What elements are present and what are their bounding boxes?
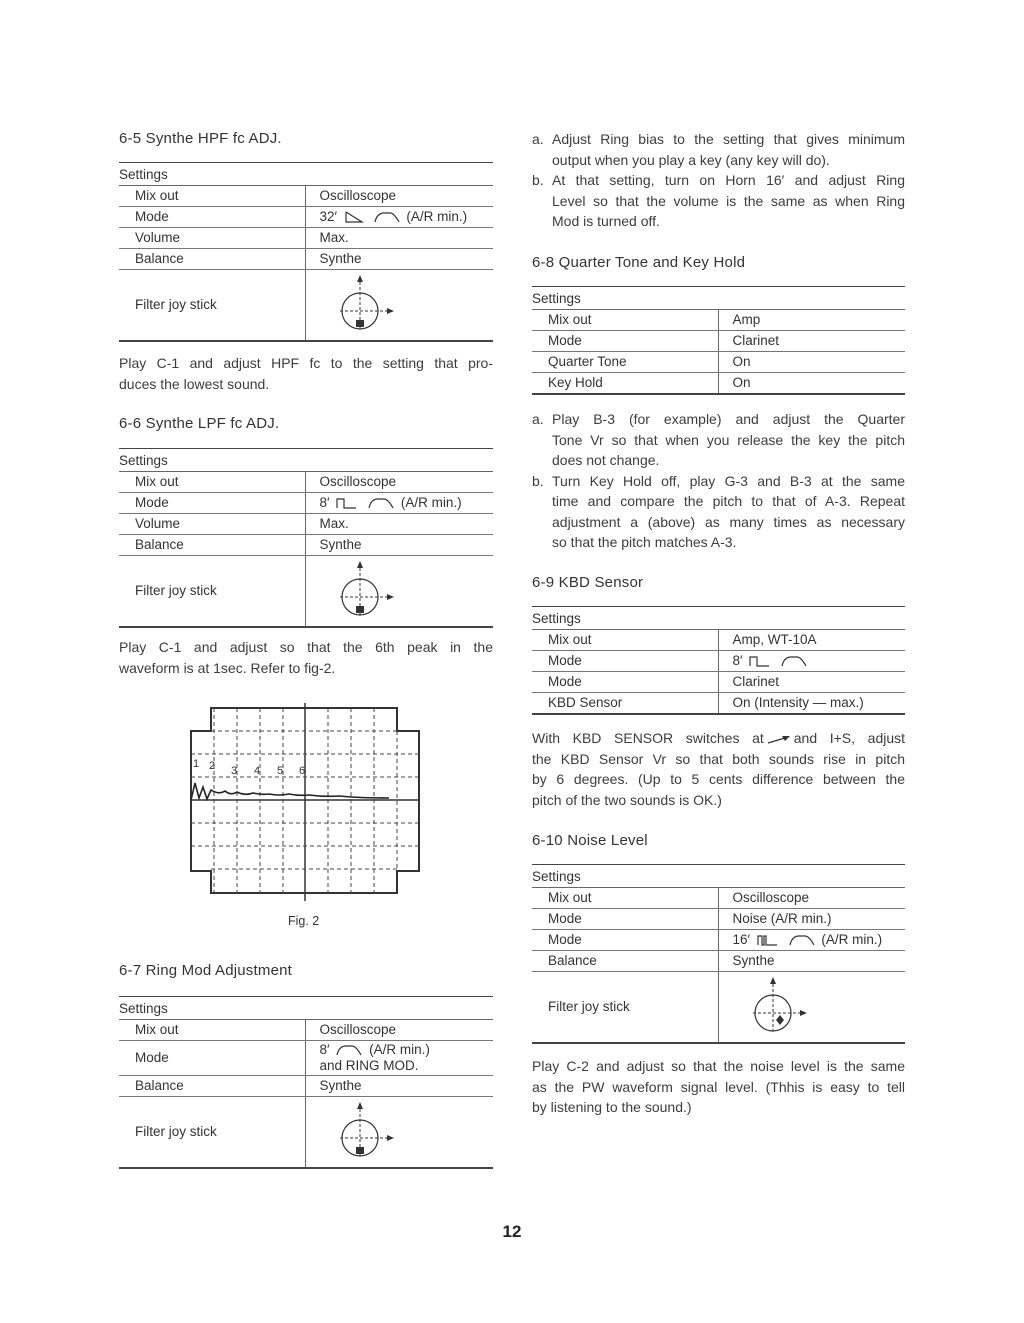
- row-key: Mode: [532, 331, 718, 352]
- table-row: [532, 373, 905, 395]
- list-item: [532, 409, 905, 471]
- table-row: [532, 972, 905, 1044]
- text-line: time and compare the pitch to that of A-3. Repeat: [552, 493, 905, 509]
- row-value: Clarinet: [718, 672, 905, 693]
- section-6-7-title: 6-7 Ring Mod Adjustment: [119, 962, 293, 979]
- table-row: [119, 1020, 493, 1041]
- table-row: [532, 352, 905, 373]
- row-key: Mix out: [119, 1020, 305, 1041]
- row-key: Mix out: [119, 472, 305, 493]
- text-line: Turn Key Hold off, play G-3 and B-3 at the same: [552, 472, 905, 489]
- joystick-diagram-icon: [330, 1100, 400, 1164]
- row-value: Synthe: [305, 535, 493, 556]
- row-value: Noise (A/R min.): [718, 909, 905, 930]
- joystick-diagram-icon: [330, 559, 400, 623]
- settings-label: Settings: [532, 287, 905, 310]
- sawtooth-wave-icon: [344, 211, 364, 223]
- section-6-10-text: [532, 1056, 905, 1118]
- row-key: Filter joy stick: [119, 270, 305, 342]
- peak-label: 4: [254, 765, 261, 777]
- row-value: Oscilloscope: [305, 1020, 493, 1041]
- row-key: Balance: [532, 951, 718, 972]
- row-key: Mix out: [532, 888, 718, 909]
- text-line: Mod is turned off.: [552, 213, 660, 229]
- footage-label: 32′: [319, 209, 338, 224]
- text-line: Play C-1 and adjust so that the 6th peak in the: [119, 639, 493, 655]
- text-line: does not change.: [552, 452, 660, 468]
- table-row: [532, 909, 905, 930]
- row-value: [305, 556, 493, 628]
- text-line: Level so that the volume is the same as when Ring: [552, 192, 905, 209]
- row-value: On: [718, 373, 905, 395]
- row-key: Filter joy stick: [119, 556, 305, 628]
- table-row: [532, 310, 905, 331]
- table-row: [532, 331, 905, 352]
- settings-table-6-7: [119, 996, 493, 1169]
- table-row: [532, 888, 905, 909]
- list-item: [532, 170, 905, 232]
- settings-label: Settings: [532, 607, 905, 630]
- table-row: [532, 693, 905, 715]
- peak-label: 1: [193, 758, 200, 770]
- list-marker: b.: [532, 172, 544, 188]
- page-number: 12: [502, 1222, 522, 1241]
- settings-label: Settings: [119, 163, 493, 186]
- list-marker: a.: [532, 411, 544, 427]
- row-value: Max.: [305, 514, 493, 535]
- row-value: Amp: [718, 310, 905, 331]
- mode-suffix: (A/R min.): [406, 209, 468, 224]
- row-key: Balance: [119, 1076, 305, 1097]
- row-value: [718, 651, 905, 672]
- row-key: Mode: [532, 651, 718, 672]
- table-row: [532, 651, 905, 672]
- settings-label: Settings: [119, 997, 493, 1020]
- table-row: [532, 930, 905, 951]
- text-line: the KBD Sensor Vr so that both sounds rise in pitch: [532, 750, 905, 767]
- table-row: [119, 186, 493, 207]
- section-6-9-title: 6-9 KBD Sensor: [532, 574, 644, 591]
- section-6-6-text: [119, 637, 493, 678]
- joystick-diagram-icon: [330, 273, 400, 337]
- table-row: [532, 672, 905, 693]
- row-value: Synthe: [718, 951, 905, 972]
- row-key: Mix out: [119, 186, 305, 207]
- row-value: Clarinet: [718, 331, 905, 352]
- row-value: [305, 493, 493, 514]
- switch-arrow-icon: [767, 733, 791, 745]
- table-row: [532, 630, 905, 651]
- text-line: output when you play a key (any key will do).: [552, 151, 830, 168]
- row-key: KBD Sensor: [532, 693, 718, 715]
- text-segment: With KBD SENSOR switches at: [532, 730, 764, 746]
- text-segment: and: [793, 730, 818, 746]
- text-line: by 6 degrees. (Up to 5 cents difference between the: [532, 771, 905, 787]
- settings-table-6-9: [532, 606, 905, 715]
- row-value: On (Intensity — max.): [718, 693, 905, 715]
- switch-symbol: I+S,: [829, 730, 856, 746]
- mode-extra: and RING MOD.: [319, 1058, 419, 1073]
- table-header-row: [119, 163, 493, 186]
- row-key: Mode: [532, 909, 718, 930]
- section-6-5-text: [119, 353, 493, 394]
- pulse-wave-icon: [757, 934, 779, 946]
- table-row: [119, 514, 493, 535]
- row-key: Mode: [119, 207, 305, 228]
- row-key: Volume: [119, 514, 305, 535]
- row-value: [305, 1097, 493, 1169]
- row-value: [718, 972, 905, 1044]
- text-line: Adjust Ring bias to the setting that gives minimum: [552, 131, 905, 147]
- table-header-row: [532, 607, 905, 630]
- table-row: [119, 493, 493, 514]
- row-value: [305, 207, 493, 228]
- section-6-9-text: [532, 728, 905, 810]
- table-header-row: [119, 997, 493, 1020]
- list-item: [532, 471, 905, 553]
- settings-table-6-5: [119, 162, 493, 342]
- text-line: duces the lowest sound.: [119, 375, 270, 392]
- text-line: as the PW waveform signal level. (Thhis is easy to tell: [532, 1078, 905, 1095]
- text-line: At that setting, turn on Horn 16′ and adjust Ring: [552, 172, 905, 188]
- row-value: Oscilloscope: [305, 186, 493, 207]
- row-value: [305, 270, 493, 342]
- row-value: [718, 930, 905, 951]
- row-value: Synthe: [305, 1076, 493, 1097]
- footage-label: 16′: [732, 932, 751, 947]
- table-row: [119, 1076, 493, 1097]
- row-key: Mix out: [532, 630, 718, 651]
- text-line: adjustment a (above) as many times as necessary: [552, 513, 905, 530]
- footage-label: 8′: [319, 1042, 330, 1057]
- table-row: [119, 249, 493, 270]
- section-6-8-title: 6-8 Quarter Tone and Key Hold: [532, 254, 746, 271]
- text-line: Play C-1 and adjust HPF fc to the setting that pro-: [119, 355, 493, 371]
- section-6-5-title: 6-5 Synthe HPF fc ADJ.: [119, 130, 282, 147]
- settings-label: Settings: [119, 449, 493, 472]
- text-line: Tone Vr so that when you release the key the pitch: [552, 431, 905, 448]
- row-key: Filter joy stick: [119, 1097, 305, 1169]
- joystick-diagram-icon: [743, 975, 813, 1039]
- text-line: [532, 728, 905, 749]
- row-key: Mode: [532, 672, 718, 693]
- envelope-curve-icon: [368, 497, 394, 509]
- figure-caption: Fig. 2: [288, 914, 320, 928]
- row-key: Mix out: [532, 310, 718, 331]
- text-line: waveform is at 1sec. Refer to fig-2.: [119, 659, 336, 676]
- text-segment: adjust: [867, 730, 906, 746]
- footage-label: 8′: [319, 495, 330, 510]
- table-row: [119, 228, 493, 249]
- row-key: Volume: [119, 228, 305, 249]
- text-line: Play B-3 (for example) and adjust the Quarter: [552, 411, 905, 427]
- list-item: [532, 129, 905, 170]
- settings-table-6-10: [532, 864, 905, 1044]
- row-key: Mode: [532, 930, 718, 951]
- text-line: pitch of the two sounds is OK.): [532, 791, 722, 808]
- row-key: Mode: [119, 1041, 305, 1076]
- ring-mod-steps: [532, 129, 905, 232]
- envelope-curve-icon: [336, 1044, 362, 1056]
- row-value: Oscilloscope: [718, 888, 905, 909]
- settings-table-6-8: [532, 286, 905, 395]
- figure-2-oscilloscope-diagram: [189, 703, 423, 903]
- square-wave-icon: [336, 497, 358, 509]
- row-value: On: [718, 352, 905, 373]
- square-wave-icon: [749, 655, 771, 667]
- text-line: so that the pitch matches A-3.: [552, 534, 737, 550]
- settings-table-6-6: [119, 448, 493, 628]
- row-key: Mode: [119, 493, 305, 514]
- envelope-curve-icon: [789, 934, 815, 946]
- table-row: [119, 556, 493, 628]
- settings-label: Settings: [532, 865, 905, 888]
- table-row: [119, 1097, 493, 1169]
- table-row: [119, 535, 493, 556]
- section-6-6-title: 6-6 Synthe LPF fc ADJ.: [119, 415, 280, 432]
- peak-label: 5: [277, 765, 284, 777]
- mode-suffix: (A/R min.): [369, 1042, 430, 1057]
- peak-label: 3: [231, 765, 238, 777]
- peak-label: 6: [299, 765, 306, 777]
- table-row: [119, 1041, 493, 1076]
- mode-suffix: (A/R min.): [821, 932, 883, 947]
- peak-label: 2: [209, 760, 216, 772]
- list-marker: b.: [532, 472, 544, 489]
- row-value: [305, 1041, 493, 1076]
- section-6-8-steps: [532, 409, 905, 553]
- envelope-curve-icon: [374, 211, 400, 223]
- row-value: Oscilloscope: [305, 472, 493, 493]
- table-header-row: [119, 449, 493, 472]
- table-header-row: [532, 287, 905, 310]
- row-value: Max.: [305, 228, 493, 249]
- row-value: Amp, WT-10A: [718, 630, 905, 651]
- text-line: by listening to the sound.): [532, 1099, 692, 1115]
- text-line: Play C-2 and adjust so that the noise level is the same: [532, 1058, 905, 1074]
- table-row: [119, 270, 493, 342]
- section-6-10-title: 6-10 Noise Level: [532, 832, 648, 849]
- list-marker: a.: [532, 131, 544, 147]
- footage-label: 8′: [732, 653, 743, 668]
- table-row: [119, 207, 493, 228]
- row-key: Filter joy stick: [532, 972, 718, 1044]
- row-key: Balance: [119, 249, 305, 270]
- row-key: Key Hold: [532, 373, 718, 395]
- row-value: Synthe: [305, 249, 493, 270]
- table-row: [119, 472, 493, 493]
- row-key: Balance: [119, 535, 305, 556]
- table-row: [532, 951, 905, 972]
- mode-suffix: (A/R min.): [400, 495, 462, 510]
- table-header-row: [532, 865, 905, 888]
- row-key: Quarter Tone: [532, 352, 718, 373]
- envelope-curve-icon: [781, 655, 807, 667]
